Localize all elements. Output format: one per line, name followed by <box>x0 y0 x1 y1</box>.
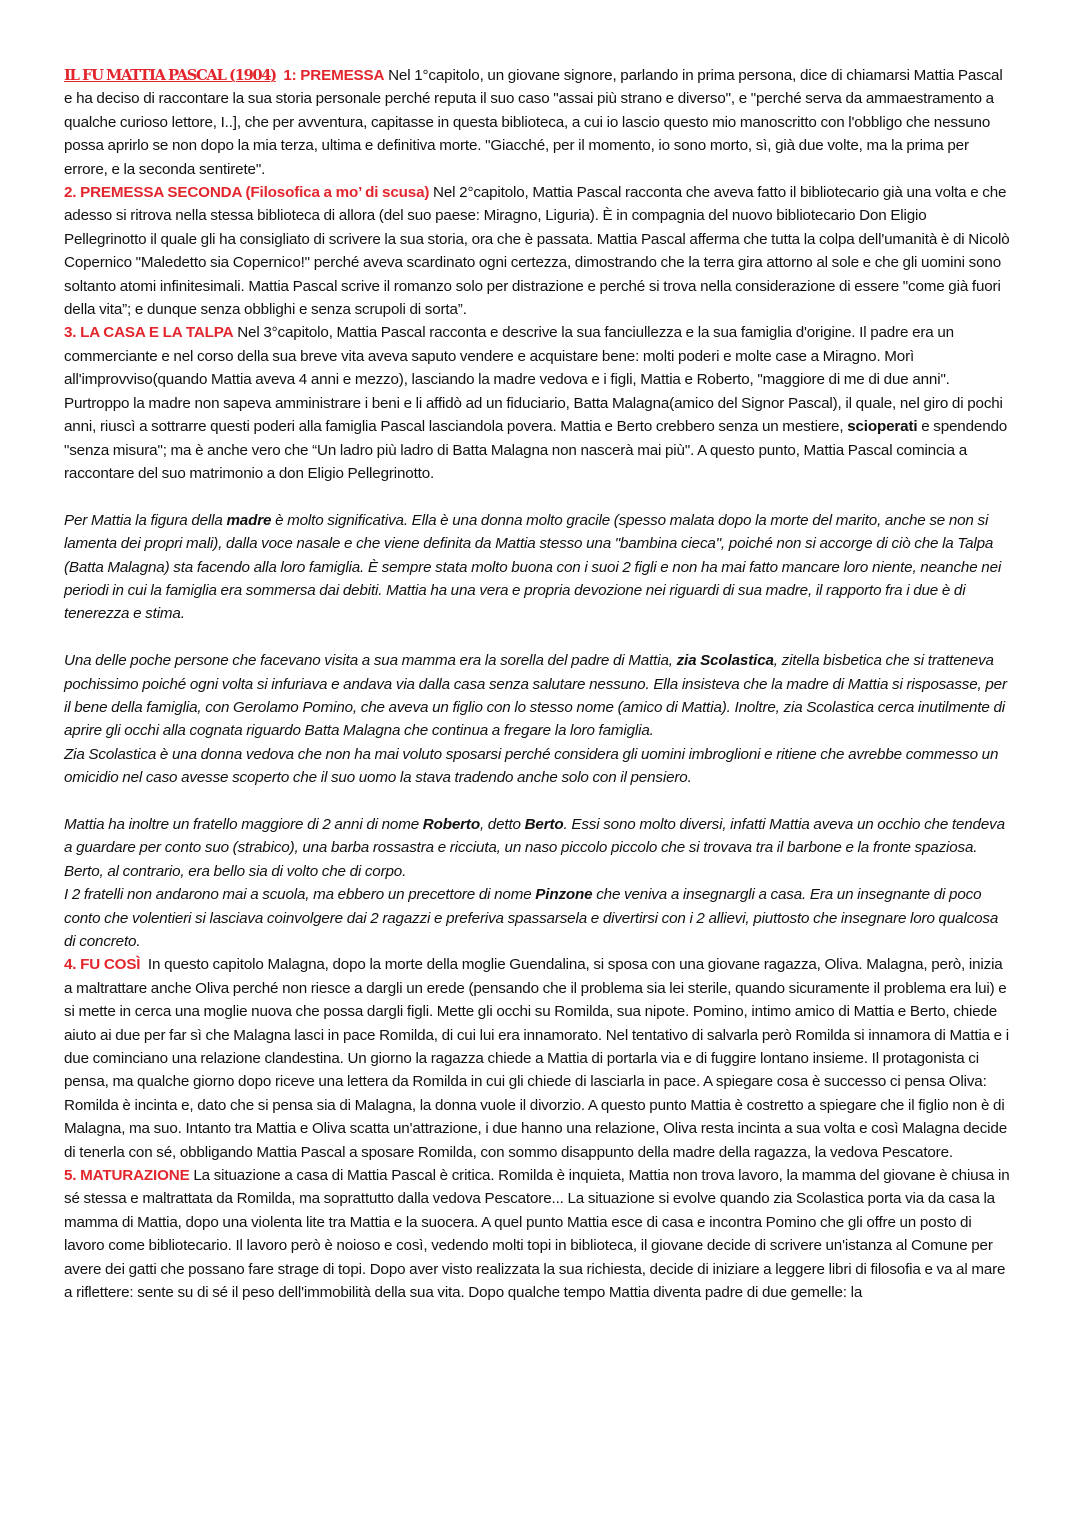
pinzone-paragraph <box>64 883 1012 953</box>
zia-text-after: , zitella bisbetica che si tratteneva pochissimo poiché ogni volta si infuriava e andava via dalla casa senza salutare nessuno. Ella insisteva che la madre di Mattia si risposasse, per il bene della famiglia, con Gerolamo Pomino, che aveva un figlio con lo stesso nome (amico di Mattia). Inoltre, zia Scolastica cerca inutilmente di aprire gli occhi alla cognata riguardo Batta Malagna che continua a fregare la loro famiglia. <box>64 652 1007 740</box>
section-3-paragraph <box>64 321 1012 485</box>
document-page <box>64 64 1012 1304</box>
madre-bold-term: madre <box>226 511 272 529</box>
section-4-paragraph <box>64 953 1012 1164</box>
section-2-heading: 2. PREMESSA SECONDA (Filosofica a mo’ di scusa) <box>64 184 430 202</box>
section-1-heading: 1: PREMESSA <box>283 67 385 84</box>
section-4-heading: 4. FU COSÌ <box>64 956 141 974</box>
zia-second-paragraph <box>64 743 1012 790</box>
pinzone-text-after: che veniva a insegnargli a casa. Era un insegnante di poco conto che volentieri si lasciava coinvolgere dai 2 ragazzi e preferiva spassarsela e divertirsi con i 2 allievi, piuttosto che insegnare loro qualcosa di concreto. <box>64 886 999 950</box>
section-4-text: In questo capitolo Malagna, dopo la morte della moglie Guendalina, si sposa con una giovane ragazza, Oliva. Malagna, però, inizia a maltrattare anche Oliva perché non riesce a dargli un erede (pensando che il problema sia lei sterile, quando sicuramente il problema era lui) e si mette in cerca una moglie nuova che possa dargli figli. Mette gli occhi su Romilda, sua nipote. Pomino, intimo amico di Mattia e Berto, chiede aiuto ai due per far sì che Malagna lasci in pace Romilda, di cui lui era innamorato. Nel tentativo di salvarla però Romilda si innamora di Mattia e i due cominciano una relazione clandestina. Un giorno la ragazza chiede a Mattia di portarla via e di fuggire lontano insieme. Il protagonista ci pensa, ma qualche giorno dopo riceve una lettera da Romilda in cui gli chiede di lasciarla in pace. A spiegare cosa è successo ci pensa Oliva: Romilda è incinta e, dato che si pensa sia di Malagna, la donna vuole il divorzio. A questo punto Mattia è costretto a spiegare che il figlio non è di Malagna, ma suo. Intanto tra Mattia e Oliva scatta un'attrazione, i due hanno una relazione, Oliva resta incinta a sua volta e così Malagna decide di tenerla con sé, obbligando Mattia Pascal a sposare Romilda, con sommo disappunto della madre della ragazza, la vedova Pescatore. <box>64 956 1013 1161</box>
pinzone-text-before: I 2 fratelli non andarono mai a scuola, ma ebbero un precettore di nome <box>64 886 536 904</box>
section-1-paragraph <box>64 64 1012 181</box>
pinzone-bold-term: Pinzone <box>535 886 593 904</box>
section-3-text-before: Nel 3°capitolo, Mattia Pascal racconta e descrive la sua fanciullezza e la sua famiglia d'origine. Il padre era un commerciante e nel corso della sua breve vita aveva saputo vendere e acquistare bene: molti poderi e molte case a Miragno. Morì all'improvviso(quando Mattia aveva 4 anni e mezzo), lasciando la madre vedova e i figli, Mattia e Roberto, "maggiore di me di due anni". Purtroppo la madre non sapeva amministrare i beni e li affidò ad un fiduciario, Batta Malagna(amico del Signor Pascal), il quale, nel giro di pochi anni, riuscì a sottrarre questi poderi alla famiglia Pascal lasciandola povera. Mattia e Berto crebbero senza un mestiere, <box>64 324 1003 436</box>
section-3-text-after: e spendendo "senza misura"; ma è anche vero che “Un ladro più ladro di Batta Malagna non nascerà mai più". A questo punto, Mattia Pascal comincia a raccontare del suo matrimonio a don Eligio Pellegrinotto. <box>64 418 1008 482</box>
section-3-bold-term: scioperati <box>847 418 918 436</box>
madre-paragraph <box>64 509 1012 626</box>
section-2-text: Nel 2°capitolo, Mattia Pascal racconta che aveva fatto il bibliotecario già una volta e che adesso si ritrova nella stessa biblioteca di allora (del suo paese: Miragno, Liguria). È in compagnia del nuovo bibliotecario Don Eligio Pellegrinotto il quale gli ha consigliato di scrivere la sua storia, ora che è passata. Mattia Pascal afferma che tutta la colpa dell'umanità è di Nicolò Copernico "Maledetto sia Copernico!" perché aveva scardinato ogni certezza, dimostrando che la terra gira attorno al sole e che gli uomini sono soltanto atomi infinitesimali. Mattia Pascal scrive il romanzo solo per distrazione e perché si trova nella considerazione di essere "come già fuori della vita”; e dunque senza obblighi e senza scrupoli di sorta”. <box>64 184 1010 319</box>
fratello-bold-berto: Berto <box>524 815 564 833</box>
zia-text-before: Una delle poche persone che facevano visita a sua mamma era la sorella del padre di Mattia, <box>64 652 677 670</box>
fratello-bold-roberto: Roberto <box>422 815 480 833</box>
section-2-paragraph <box>64 181 1012 321</box>
madre-text-before: Per Mattia la figura della <box>64 511 227 529</box>
zia-second-text: Zia Scolastica è una donna vedova che non ha mai voluto sposarsi perché considera gli uomini imbroglioni e ritiene che avrebbe commesso un omicidio nel caso avesse scoperto che il suo uomo la stava tradendo anche solo con il pensiero. <box>64 745 999 787</box>
section-5-paragraph <box>64 1164 1012 1304</box>
document-title: IL FU MATTIA PASCAL (1904) <box>64 67 276 84</box>
section-5-heading: 5. MATURAZIONE <box>64 1167 190 1185</box>
fratello-text-3: . Essi sono molto diversi, infatti Mattia aveva un occhio che tendeva a guardare per conto suo (strabico), una barba rossastra e ricciuta, un naso piccolo piccolo che si trovava tra il barbone e la fronte spaziosa. Berto, al contrario, era bello sia di volto che di corpo. <box>64 815 1005 880</box>
fratello-text-1: Mattia ha inoltre un fratello maggiore di 2 anni di nome <box>64 815 423 833</box>
zia-bold-term: zia Scolastica <box>676 652 774 670</box>
section-5-text: La situazione a casa di Mattia Pascal è critica. Romilda è inquieta, Mattia non trova lavoro, la mamma del giovane è chiusa in sé stessa e maltrattata da Romilda, ma soprattutto dalla vedova Pescatore... La situazione si evolve quando zia Scolastica porta via da casa la mamma di Mattia, dopo una violenta lite tra Mattia e la suocera. A quel punto Mattia esce di casa e incontra Pomino che gli offre un posto di lavoro come bibliotecario. Il lavoro però è noioso e così, vedendo molti topi in biblioteca, il giovane decide di scrivere un'istanza al Comune per avere dei gatti che possano fare strage di topi. Dopo aver visto realizzata la sua richiesta, decide di iniziare a leggere libri di filosofia e va al mare a riflettere: sente su di sé il peso dell'immobilità della sua vita. Dopo qualche tempo Mattia diventa padre di due gemelle: la <box>64 1167 1010 1302</box>
fratello-paragraph <box>64 813 1012 883</box>
section-3-heading: 3. LA CASA E LA TALPA <box>64 324 234 342</box>
madre-text-after: è molto significativa. Ella è una donna molto gracile (spesso malata dopo la morte del marito, anche se non si lamenta dei propri mali), dalla voce nasale e che viene definita da Mattia stesso una "bambina cieca", poiché non si accorge di ciò che la Talpa (Batta Malagna) sta facendo alla loro famiglia. È sempre stata molto buona con i suoi 2 figli e non ha mai fatto mancare loro niente, neanche nei periodi in cui la famiglia era sommersa dai debiti. Mattia ha una vera e propria devozione nei riguardi di sua madre, il rapporto fra i due è di tenerezza e stima. <box>64 511 1002 623</box>
fratello-text-2: , detto <box>479 815 525 833</box>
section-1-text: Nel 1°capitolo, un giovane signore, parlando in prima persona, dice di chiamarsi Mattia Pascal e ha deciso di raccontare la sua storia personale perché reputa il suo caso "assai più strano e diverso", e "perché serva da ammaestramento a qualche curioso lettore, I..], che per avventura, capitasse in questa biblioteca, a cui io lascio questo mio manoscritto con l'obbligo che nessuno possa aprirlo se non dopo la mia terza, ultima e definitiva morte. "Giacché, per il momento, io sono morto, sì, già due volte, ma la prima per errore, e la seconda sentirete". <box>64 67 1003 178</box>
zia-paragraph <box>64 649 1012 743</box>
